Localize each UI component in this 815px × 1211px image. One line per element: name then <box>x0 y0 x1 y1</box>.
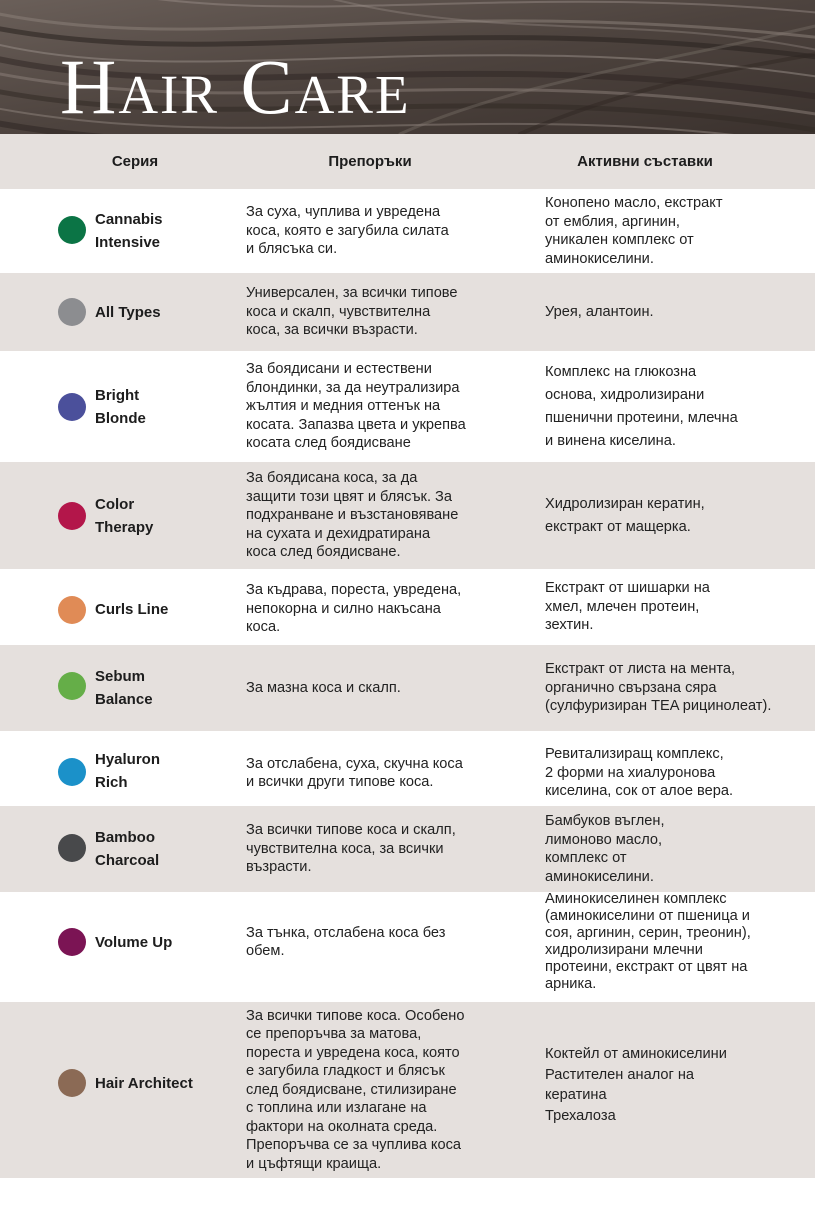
recommendation-text: За боядисани и естествени блондинки, за да неутрализира жълтия и медния оттенък на косата. Запазва цвета и укрепва косата след боядисване <box>246 361 466 452</box>
table-row <box>0 569 815 645</box>
series-name: Volume Up <box>95 933 173 951</box>
series-color-dot <box>58 834 86 862</box>
series-name: All Types <box>95 303 161 321</box>
table-row <box>0 645 815 731</box>
series-color-dot <box>58 502 86 530</box>
recommendation-text: Универсален, за всички типове коса и скалп, чувствителна коса, за всички възрасти. <box>246 285 458 339</box>
series-name: Color Therapy <box>95 495 154 536</box>
header-recommendations: Препоръки <box>328 153 412 170</box>
series-color-dot <box>58 928 86 956</box>
series-color-dot <box>58 672 86 700</box>
table-row <box>0 351 815 462</box>
ingredients-text: Екстракт от листа на мента, органично свързана сяра (сулфуризиран TEA рицинолеат). <box>545 661 772 715</box>
recommendation-text: За отслабена, суха, скучна коса и всички други типове коса. <box>246 755 463 790</box>
series-name: Bamboo Charcoal <box>95 829 160 869</box>
series-color-dot <box>58 596 86 624</box>
series-name: Cannabis Intensive <box>95 211 163 251</box>
recommendation-text: За къдрава, пореста, увредена, непокорна и силно накъсана коса. <box>246 582 462 636</box>
table-header <box>0 134 815 189</box>
recommendation-text: За суха, чуплива и увредена коса, която е загубила силата и блясъка си. <box>246 204 449 258</box>
ingredients-text: Екстракт от шишарки на хмел, млечен протеин, зехтин. <box>545 580 710 634</box>
series-name: Bright Blonde <box>95 386 146 427</box>
ingredients-text: Аминокиселинен комплекс (аминокиселини от пшеница и соя, аргинин, серин, треонин), хидролизирани млечни протеини, екстракт от цвят на арника. <box>545 891 751 992</box>
series-color-dot <box>58 1069 86 1097</box>
series-color-dot <box>58 758 86 786</box>
table-row <box>0 806 815 892</box>
ingredients-text: Комплекс на глюкозна основа, хидролизирани пшенични протеини, млечна и винена киселина. <box>545 363 738 449</box>
recommendation-text: За боядисана коса, за да защити този цвят и блясък. За подхранване и възстановяване на сухата и дехидратирана коса след боядисване. <box>246 470 459 561</box>
series-name: Sebum Balance <box>95 668 153 708</box>
ingredients-text: Бамбуков въглен, лимоново масло, комплекс от аминокиселини. <box>545 813 665 885</box>
recommendation-text: За мазна коса и скалп. <box>246 679 401 696</box>
recommendation-text: За всички типове коса и скалп, чувствителна коса, за всички възрасти. <box>246 822 456 876</box>
series-name: Hair Architect <box>95 1074 193 1092</box>
recommendation-text: За всички типове коса. Особено се препоръчва за матова, пореста и увредена коса, която е загубила гладкост и блясък след боядисване, стилизиране с топлина или излагане на фактори на околната среда. Препоръчва се за чуплива коса и цъфтящи краища. <box>246 1007 465 1172</box>
ingredients-text: Урея, алантоин. <box>545 303 654 320</box>
table-row <box>0 462 815 569</box>
ingredients-text: Коктейл от аминокиселини Растителен аналог на кератина Трехалоза <box>545 1046 727 1124</box>
ingredients-text: Ревитализиращ комплекс, 2 форми на хиалуронова киселина, сок от алое вера. <box>545 746 734 800</box>
hero-banner <box>0 0 815 134</box>
table-row <box>0 731 815 806</box>
recommendation-text: За тънка, отслабена коса без обем. <box>246 924 446 959</box>
table-row <box>0 273 815 351</box>
series-name: Hyaluron Rich <box>95 751 161 791</box>
ingredients-text: Конопено масло, екстракт от емблия, аргинин, уникален комплекс от аминокиселини. <box>545 195 723 267</box>
table-row <box>0 189 815 273</box>
series-color-dot <box>58 298 86 326</box>
table-row <box>0 1002 815 1178</box>
page-title: Hair Care <box>60 43 411 130</box>
header-series: Серия <box>111 153 159 170</box>
table-row <box>0 892 815 1002</box>
series-color-dot <box>58 393 86 421</box>
header-ingredients: Активни съставки <box>577 153 713 170</box>
ingredients-text: Хидролизиран кератин, екстракт от мащерка. <box>545 495 705 535</box>
series-color-dot <box>58 216 86 244</box>
series-name: Curls Line <box>95 600 169 618</box>
